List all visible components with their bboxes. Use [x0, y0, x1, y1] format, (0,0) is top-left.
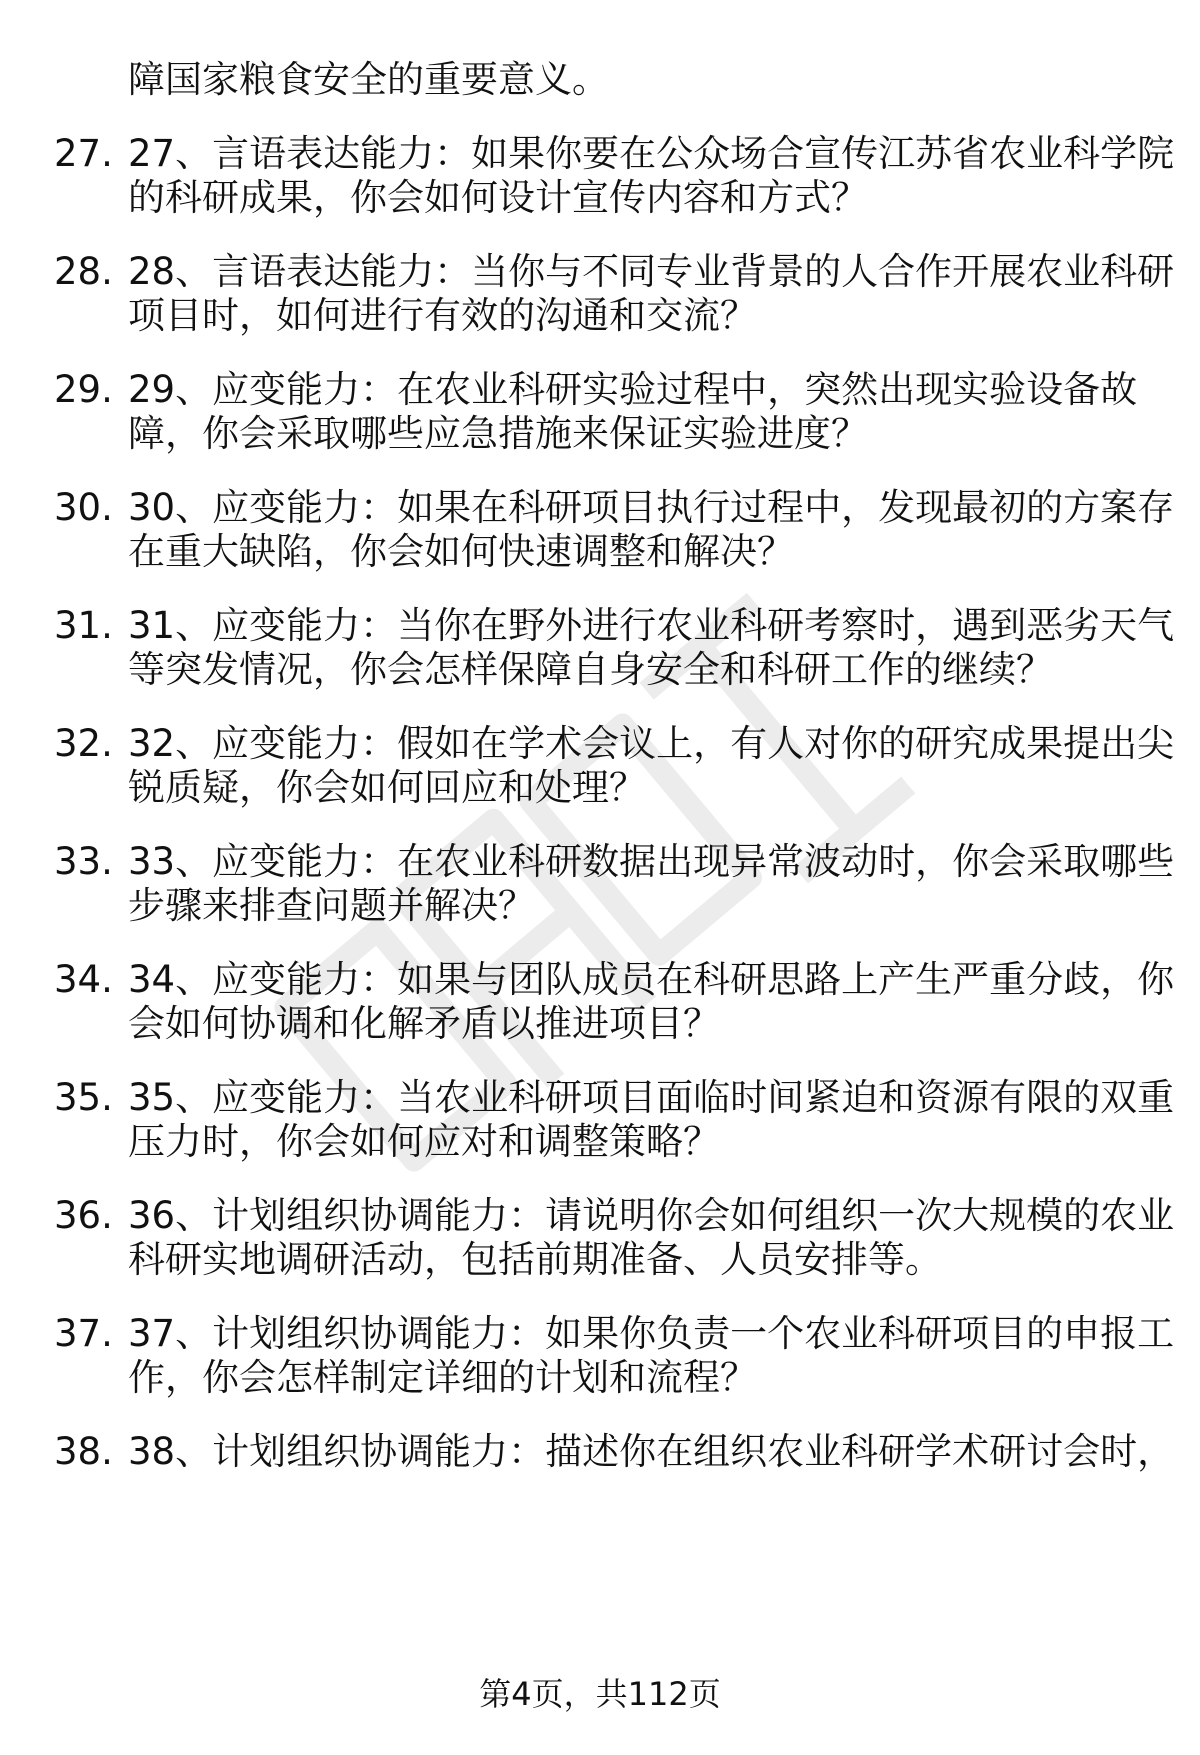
item-text-line: 等突发情况，你会怎样保障自身安全和科研工作的继续？: [128, 648, 1053, 691]
item-text-line: 步骤来排查问题并解决？: [128, 884, 535, 927]
item-text-line: 30、应变能力：如果在科研项目执行过程中，发现最初的方案存: [128, 486, 1175, 529]
item-text-line: 障，你会采取哪些应急措施来保证实验进度？: [128, 412, 868, 455]
item-number: 28.: [54, 250, 113, 293]
item-text-line: 压力时，你会如何应对和调整策略？: [128, 1120, 720, 1163]
item-text-line: 32、应变能力：假如在学术会议上，有人对你的研究成果提出尖: [128, 722, 1175, 765]
item-number: 32.: [54, 722, 113, 765]
item-text-line: 35、应变能力：当农业科研项目面临时间紧迫和资源有限的双重: [128, 1076, 1175, 1119]
item-text-line: 29、应变能力：在农业科研实验过程中，突然出现实验设备故: [128, 368, 1138, 411]
item-number: 34.: [54, 958, 113, 1001]
item-text-line: 28、言语表达能力：当你与不同专业背景的人合作开展农业科研: [128, 250, 1175, 293]
item-text-line: 36、计划组织协调能力：请说明你会如何组织一次大规模的农业: [128, 1194, 1175, 1237]
item-text-line: 31、应变能力：当你在野外进行农业科研考察时，遇到恶劣天气: [128, 604, 1175, 647]
item-text-line: 项目时，如何进行有效的沟通和交流？: [128, 294, 757, 337]
item-number: 36.: [54, 1194, 113, 1237]
item-number: 29.: [54, 368, 113, 411]
item-text-line: 27、言语表达能力：如果你要在公众场合宣传江苏省农业科学院: [128, 132, 1175, 175]
item-text-line: 作，你会怎样制定详细的计划和流程？: [128, 1356, 757, 1399]
item-number: 33.: [54, 840, 113, 883]
item-text-line: 38、计划组织协调能力：描述你在组织农业科研学术研讨会时，: [128, 1430, 1175, 1473]
intro-continuation-line: 障国家粮食安全的重要意义。: [128, 58, 609, 101]
item-number: 37.: [54, 1312, 113, 1355]
item-text-line: 34、应变能力：如果与团队成员在科研思路上产生严重分歧，你: [128, 958, 1175, 1001]
item-text-line: 科研实地调研活动，包括前期准备、人员安排等。: [128, 1238, 942, 1281]
page-footer: 第4页，共112页: [479, 1675, 721, 1713]
item-text-line: 在重大缺陷，你会如何快速调整和解决？: [128, 530, 794, 573]
item-number: 35.: [54, 1076, 113, 1119]
item-number: 38.: [54, 1430, 113, 1473]
item-number: 30.: [54, 486, 113, 529]
item-number: 27.: [54, 132, 113, 175]
item-text-line: 会如何协调和化解矛盾以推进项目？: [128, 1002, 720, 1045]
item-number: 31.: [54, 604, 113, 647]
item-text-line: 37、计划组织协调能力：如果你负责一个农业科研项目的申报工: [128, 1312, 1175, 1355]
item-text-line: 33、应变能力：在农业科研数据出现异常波动时，你会采取哪些: [128, 840, 1175, 883]
item-text-line: 锐质疑，你会如何回应和处理？: [128, 766, 646, 809]
item-text-line: 的科研成果，你会如何设计宣传内容和方式？: [128, 176, 868, 219]
